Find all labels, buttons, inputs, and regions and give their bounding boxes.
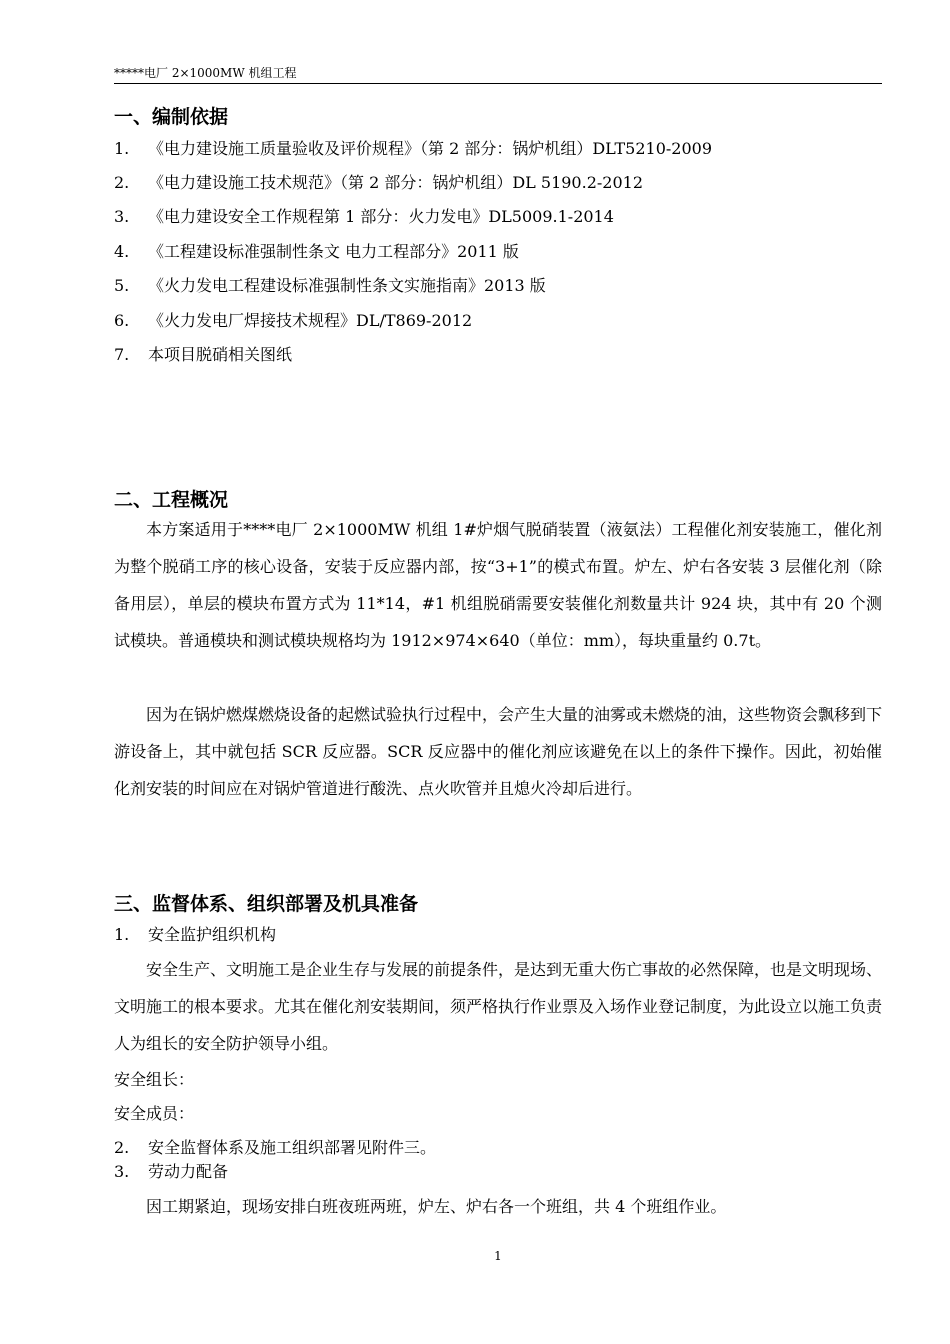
list-text: 安全监督体系及施工组织部署见附件三。	[148, 1138, 437, 1157]
list-text: 劳动力配备	[148, 1162, 229, 1181]
basis-item-1	[114, 138, 712, 160]
list-number: 7.	[114, 345, 130, 364]
section-title-supervision: 三、监督体系、组织部署及机具准备	[114, 893, 419, 915]
overview-paragraph-2: 因为在锅炉燃煤燃烧设备的起燃试验执行过程中，会产生大量的油雾或未燃烧的油，这些物资会飘移到下游设备上，其中就包括 SCR 反应器。SCR 反应器中的催化剂应该避免在以上的条件下操作。因此，初始催化剂安装的时间应在对锅炉管道进行酸洗、点火吹管并且熄火冷却后进行。	[114, 705, 883, 798]
list-text: 《工程建设标准强制性条文 电力工程部分》2011 版	[148, 242, 519, 261]
list-text: 《电力建设安全工作规程第 1 部分：火力发电》DL5009.1-2014	[148, 207, 614, 226]
list-number: 1.	[114, 139, 130, 158]
basis-item-2	[114, 172, 643, 194]
list-number: 4.	[114, 242, 130, 261]
list-number: 3.	[114, 207, 130, 226]
list-text: 《火力发电厂焊接技术规程》DL/T869-2012	[148, 311, 473, 330]
basis-item-6	[114, 310, 472, 332]
basis-item-7	[114, 344, 292, 366]
labor-paragraph: 因工期紧迫，现场安排白班夜班两班，炉左、炉右各一个班组，共 4 个班组作业。	[146, 1197, 727, 1216]
list-number: 2.	[114, 173, 130, 192]
page-header	[114, 65, 882, 84]
list-number: 6.	[114, 311, 130, 330]
supervision-item-2	[114, 1137, 436, 1159]
list-text: 《电力建设施工质量验收及评价规程》（第 2 部分：锅炉机组）DLT5210-2009	[148, 139, 713, 158]
header-title: *****电厂 2×1000MW 机组工程	[114, 66, 297, 80]
list-text: 《电力建设施工技术规范》（第 2 部分：锅炉机组）DL 5190.2-2012	[148, 173, 644, 192]
list-text: 《火力发电工程建设标准强制性条文实施指南》2013 版	[148, 276, 546, 295]
basis-item-3	[114, 206, 614, 228]
list-text: 本项目脱硝相关图纸	[148, 345, 293, 364]
basis-item-4	[114, 241, 519, 263]
safety-members-label: 安全成员：	[114, 1104, 195, 1123]
safety-leader-label: 安全组长：	[114, 1070, 195, 1089]
overview-paragraph-1: 本方案适用于****电厂 2×1000MW 机组 1#炉烟气脱硝装置（液氨法）工程催化剂安装施工，催化剂为整个脱硝工序的核心设备，安装于反应器内部，按“3+1”的模式布置。炉左、炉右各安装 3 层催化剂（除备用层），单层的模块布置方式为 11*14，#1 机组脱硝需要安装催化剂数量共计 924 块，其中有 20 个测试模块。普通模块和测试模块规格均为 1912×974×640（单位：mm），每块重量约 0.7t。	[114, 520, 882, 650]
list-number: 2.	[114, 1138, 130, 1157]
supervision-item-1	[114, 924, 276, 946]
list-number: 1.	[114, 925, 130, 944]
list-number: 3.	[114, 1162, 130, 1181]
section-title-overview: 二、工程概况	[114, 489, 229, 511]
list-number: 5.	[114, 276, 130, 295]
list-text: 安全监护组织机构	[148, 925, 277, 944]
basis-item-5	[114, 275, 546, 297]
section-title-basis: 一、编制依据	[114, 106, 229, 128]
supervision-item-3	[114, 1161, 228, 1183]
safety-paragraph: 安全生产、文明施工是企业生存与发展的前提条件，是达到无重大伤亡事故的必然保障，也是文明现场、文明施工的根本要求。尤其在催化剂安装期间，须严格执行作业票及入场作业登记制度，为此设立以施工负责人为组长的安全防护领导小组。	[114, 960, 883, 1053]
page-number: 1	[494, 1249, 502, 1263]
